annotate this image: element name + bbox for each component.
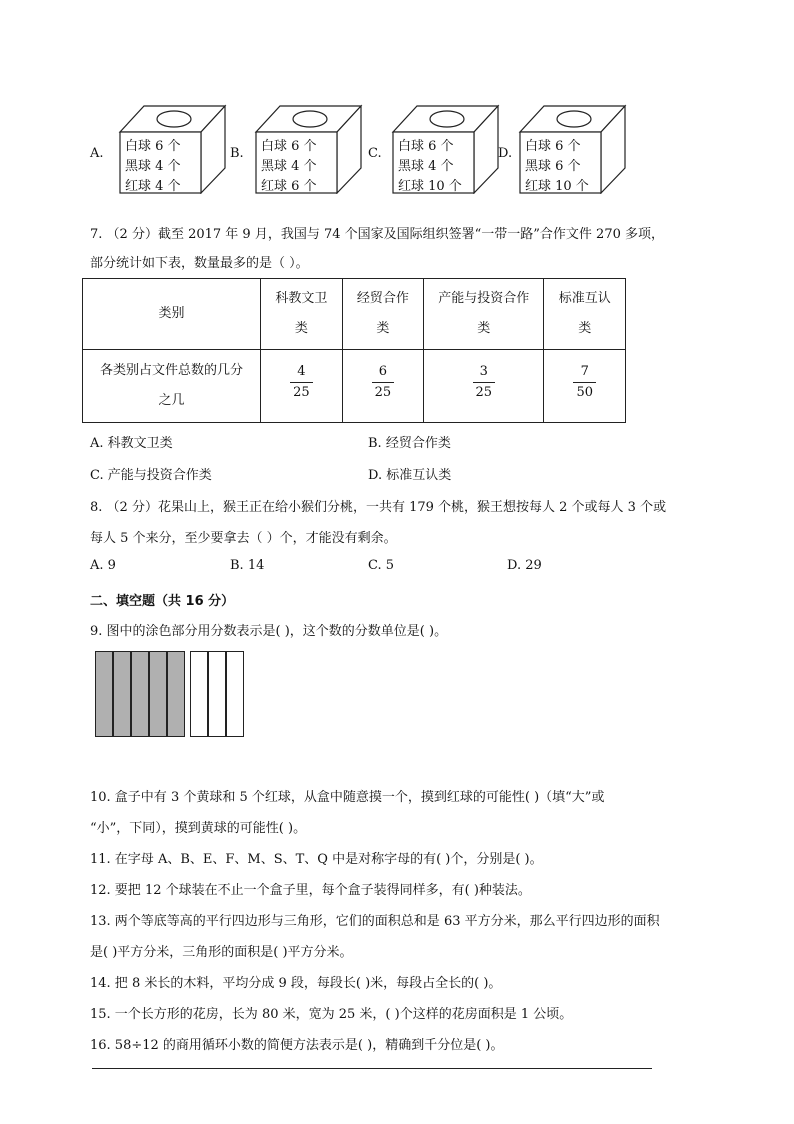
table-row-label: 各类别占文件总数的几分 之几 xyxy=(83,350,261,423)
figure-cell-shaded xyxy=(149,651,167,737)
box-line: 红球 10 个 xyxy=(398,179,462,194)
box-line: 黑球 4 个 xyxy=(398,159,454,174)
q7-choice-c[interactable]: C. 产能与投资合作类 xyxy=(90,468,212,483)
option-b-letter: B. xyxy=(230,146,244,161)
figure-cell xyxy=(208,651,226,737)
option-a-box xyxy=(117,102,229,194)
figure-cell-shaded xyxy=(167,651,185,737)
q13-line1: 13. 两个等底等高的平行四边形与三角形，它们的面积总和是 63 平方分米，那么平行四边形的面积 xyxy=(90,914,660,929)
option-d-box xyxy=(517,102,629,194)
figure-cell-shaded xyxy=(131,651,149,737)
page-divider xyxy=(92,1068,652,1069)
q10-line2: “小”，下同），摸到黄球的可能性( )。 xyxy=(90,821,307,836)
option-a-letter: A. xyxy=(90,146,104,161)
table-cell-fraction: $\frac{6}{25}$ xyxy=(342,350,424,423)
figure-cell xyxy=(226,651,244,737)
option-c-box xyxy=(390,102,502,194)
q8-choice-a[interactable]: A. 9 xyxy=(90,558,116,573)
q15-text: 15. 一个长方形的花房，长为 80 米，宽为 25 米，( )个这样的花房面积是 1 公顷。 xyxy=(90,1007,573,1022)
box-line: 白球 6 个 xyxy=(398,139,454,154)
q7-choice-d[interactable]: D. 标准互认类 xyxy=(368,468,452,483)
q8-line1: 8. （2 分）花果山上，猴王正在给小猴们分桃，一共有 179 个桃，猴王想按每人 2 个或每人 3 个或 xyxy=(90,500,667,515)
option-b-box xyxy=(253,102,365,194)
option-c-letter: C. xyxy=(368,146,382,161)
table-cell-fraction: $\frac{7}{50}$ xyxy=(544,350,626,423)
q8-choice-c[interactable]: C. 5 xyxy=(368,558,395,573)
q10-line1: 10. 盒子中有 3 个黄球和 5 个红球，从盒中随意摸一个，摸到红球的可能性( )（填“大”或 xyxy=(90,790,605,805)
q11-text: 11. 在字母 A、B、E、F、M、S、T、Q 中是对称字母的有( )个，分别是( )。 xyxy=(90,852,543,867)
box-line: 白球 6 个 xyxy=(525,139,581,154)
table-header-cell: 标准互认 类 xyxy=(544,279,626,350)
table-header-cell: 产能与投资合作 类 xyxy=(424,279,544,350)
q8-choice-d[interactable]: D. 29 xyxy=(507,558,542,573)
box-line: 白球 6 个 xyxy=(125,139,181,154)
box-line: 黑球 4 个 xyxy=(261,159,317,174)
table-cell-fraction: $\frac{4}{25}$ xyxy=(261,350,343,423)
figure-cell-shaded xyxy=(95,651,113,737)
figure-cell xyxy=(190,651,208,737)
table-header-cell: 科教文卫 类 xyxy=(261,279,343,350)
q14-text: 14. 把 8 米长的木料，平均分成 9 段，每段长( )米，每段占全长的( )。 xyxy=(90,976,502,991)
q13-line2: 是( )平方分米，三角形的面积是( )平方分米。 xyxy=(90,945,353,960)
box-line: 红球 4 个 xyxy=(125,179,181,194)
table-header-cell: 经贸合作 类 xyxy=(342,279,424,350)
box-line: 黑球 6 个 xyxy=(525,159,581,174)
box-line: 红球 6 个 xyxy=(261,179,317,194)
q8-line2: 每人 5 个来分，至少要拿去（ ）个，才能没有剩余。 xyxy=(90,531,397,546)
q12-text: 12. 要把 12 个球装在不止一个盒子里，每个盒子装得同样多，有( )种装法。 xyxy=(90,883,531,898)
section-heading: 二、填空题（共 16 分） xyxy=(90,594,235,609)
q9-text: 9. 图中的涂色部分用分数表示是( )，这个数的分数单位是( )。 xyxy=(90,624,448,639)
q7-choice-a[interactable]: A. 科教文卫类 xyxy=(90,436,173,451)
table-header-cell: 类别 xyxy=(83,279,261,350)
table-cell-fraction: $\frac{3}{25}$ xyxy=(424,350,544,423)
table-header-row xyxy=(83,279,626,350)
q7-line2: 部分统计如下表，数量最多的是（ ）。 xyxy=(90,256,309,271)
option-d-letter: D. xyxy=(498,146,513,161)
q7-table xyxy=(82,278,626,423)
box-line: 白球 6 个 xyxy=(261,139,317,154)
q8-choice-b[interactable]: B. 14 xyxy=(230,558,265,573)
q7-line1: 7. （2 分）截至 2017 年 9 月，我国与 74 个国家及国际组织签署“一带一路”合作文件 270 多项， xyxy=(90,227,665,242)
q7-choice-b[interactable]: B. 经贸合作类 xyxy=(368,436,451,451)
table-row xyxy=(83,350,626,423)
figure-cell-shaded xyxy=(113,651,131,737)
q16-text: 16. 58÷12 的商用循环小数的简便方法表示是( )，精确到千分位是( )。 xyxy=(90,1038,504,1053)
box-line: 红球 10 个 xyxy=(525,179,589,194)
box-line: 黑球 4 个 xyxy=(125,159,181,174)
